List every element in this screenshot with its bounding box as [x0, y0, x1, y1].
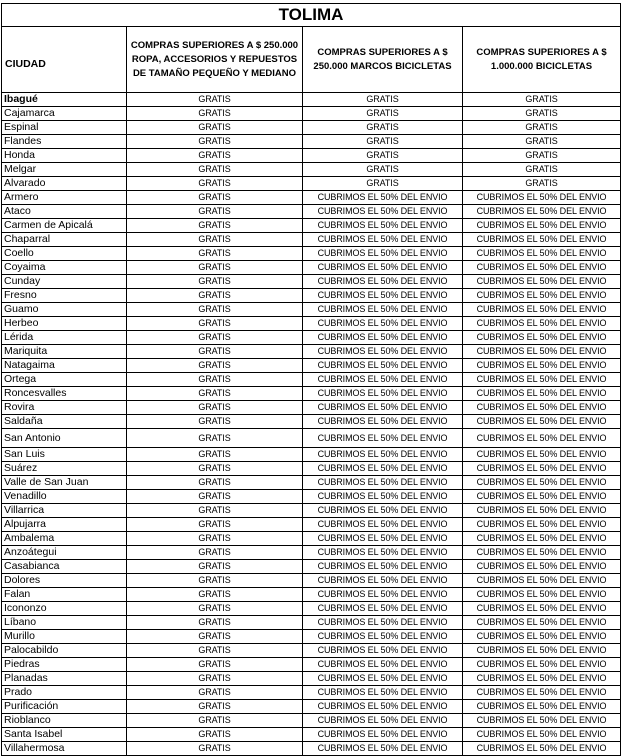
city-cell: Melgar	[2, 163, 127, 177]
city-cell: Honda	[2, 149, 127, 163]
city-cell: Cunday	[2, 275, 127, 289]
table-row	[2, 219, 621, 233]
bicycles-shipping-cell: CUBRIMOS EL 50% DEL ENVIO	[463, 303, 621, 317]
bicycle-frames-shipping-cell: CUBRIMOS EL 50% DEL ENVIO	[303, 233, 463, 247]
city-cell: Coyaima	[2, 261, 127, 275]
bicycle-frames-shipping-cell: CUBRIMOS EL 50% DEL ENVIO	[303, 686, 463, 700]
table-row	[2, 387, 621, 401]
city-cell: Roncesvalles	[2, 387, 127, 401]
bicycles-shipping-cell: GRATIS	[463, 107, 621, 121]
small-items-shipping-cell: GRATIS	[127, 247, 303, 261]
bicycle-frames-shipping-cell: CUBRIMOS EL 50% DEL ENVIO	[303, 261, 463, 275]
bicycle-frames-shipping-cell: CUBRIMOS EL 50% DEL ENVIO	[303, 317, 463, 331]
bicycles-shipping-cell: CUBRIMOS EL 50% DEL ENVIO	[463, 387, 621, 401]
city-cell: Armero	[2, 191, 127, 205]
small-items-shipping-cell: GRATIS	[127, 504, 303, 518]
city-cell: Cajamarca	[2, 107, 127, 121]
city-cell: San Antonio	[2, 429, 127, 448]
bicycles-shipping-cell: CUBRIMOS EL 50% DEL ENVIO	[463, 728, 621, 742]
small-items-shipping-cell: GRATIS	[127, 219, 303, 233]
city-cell: Saldaña	[2, 415, 127, 429]
city-cell: Purificación	[2, 700, 127, 714]
bicycle-frames-shipping-cell: CUBRIMOS EL 50% DEL ENVIO	[303, 401, 463, 415]
bicycles-shipping-cell: CUBRIMOS EL 50% DEL ENVIO	[463, 672, 621, 686]
small-items-shipping-cell: GRATIS	[127, 714, 303, 728]
city-cell: San Luis	[2, 448, 127, 462]
city-cell: Icononzo	[2, 602, 127, 616]
bicycle-frames-shipping-cell: CUBRIMOS EL 50% DEL ENVIO	[303, 373, 463, 387]
bicycle-frames-shipping-cell: GRATIS	[303, 149, 463, 163]
table-row	[2, 317, 621, 331]
city-cell: Piedras	[2, 658, 127, 672]
bicycles-shipping-cell: CUBRIMOS EL 50% DEL ENVIO	[463, 317, 621, 331]
bicycles-shipping-cell: CUBRIMOS EL 50% DEL ENVIO	[463, 345, 621, 359]
small-items-shipping-cell: GRATIS	[127, 429, 303, 448]
bicycle-frames-shipping-cell: CUBRIMOS EL 50% DEL ENVIO	[303, 462, 463, 476]
bicycle-frames-shipping-cell: CUBRIMOS EL 50% DEL ENVIO	[303, 700, 463, 714]
header-bicycle-frames: COMPRAS SUPERIORES A $ 250.000 MARCOS BICICLETAS	[303, 27, 463, 93]
small-items-shipping-cell: GRATIS	[127, 644, 303, 658]
bicycle-frames-shipping-cell: CUBRIMOS EL 50% DEL ENVIO	[303, 331, 463, 345]
bicycle-frames-shipping-cell: CUBRIMOS EL 50% DEL ENVIO	[303, 518, 463, 532]
table-row	[2, 518, 621, 532]
table-row	[2, 462, 621, 476]
small-items-shipping-cell: GRATIS	[127, 135, 303, 149]
small-items-shipping-cell: GRATIS	[127, 121, 303, 135]
bicycles-shipping-cell: CUBRIMOS EL 50% DEL ENVIO	[463, 546, 621, 560]
bicycles-shipping-cell: CUBRIMOS EL 50% DEL ENVIO	[463, 275, 621, 289]
bicycles-shipping-cell: CUBRIMOS EL 50% DEL ENVIO	[463, 429, 621, 448]
city-cell: Valle de San Juan	[2, 476, 127, 490]
city-cell: Fresno	[2, 289, 127, 303]
city-cell: Lérida	[2, 331, 127, 345]
bicycles-shipping-cell: CUBRIMOS EL 50% DEL ENVIO	[463, 448, 621, 462]
bicycles-shipping-cell: CUBRIMOS EL 50% DEL ENVIO	[463, 742, 621, 756]
small-items-shipping-cell: GRATIS	[127, 518, 303, 532]
bicycle-frames-shipping-cell: CUBRIMOS EL 50% DEL ENVIO	[303, 429, 463, 448]
bicycle-frames-shipping-cell: CUBRIMOS EL 50% DEL ENVIO	[303, 448, 463, 462]
table-row	[2, 345, 621, 359]
city-cell: Rioblanco	[2, 714, 127, 728]
small-items-shipping-cell: GRATIS	[127, 415, 303, 429]
bicycle-frames-shipping-cell: CUBRIMOS EL 50% DEL ENVIO	[303, 742, 463, 756]
table-row	[2, 714, 621, 728]
small-items-shipping-cell: GRATIS	[127, 462, 303, 476]
table-row	[2, 373, 621, 387]
table-row	[2, 401, 621, 415]
bicycles-shipping-cell: GRATIS	[463, 149, 621, 163]
header-city: CIUDAD	[2, 27, 127, 93]
bicycle-frames-shipping-cell: CUBRIMOS EL 50% DEL ENVIO	[303, 532, 463, 546]
small-items-shipping-cell: GRATIS	[127, 560, 303, 574]
city-cell: Espinal	[2, 121, 127, 135]
bicycle-frames-shipping-cell: GRATIS	[303, 177, 463, 191]
shipping-table	[1, 3, 621, 756]
bicycles-shipping-cell: CUBRIMOS EL 50% DEL ENVIO	[463, 476, 621, 490]
bicycle-frames-shipping-cell: CUBRIMOS EL 50% DEL ENVIO	[303, 205, 463, 219]
bicycles-shipping-cell: CUBRIMOS EL 50% DEL ENVIO	[463, 574, 621, 588]
bicycle-frames-shipping-cell: GRATIS	[303, 163, 463, 177]
bicycles-shipping-cell: CUBRIMOS EL 50% DEL ENVIO	[463, 205, 621, 219]
bicycles-shipping-cell: CUBRIMOS EL 50% DEL ENVIO	[463, 359, 621, 373]
bicycle-frames-shipping-cell: CUBRIMOS EL 50% DEL ENVIO	[303, 387, 463, 401]
city-cell: Mariquita	[2, 345, 127, 359]
city-cell: Ibagué	[2, 93, 127, 107]
table-row	[2, 686, 621, 700]
bicycle-frames-shipping-cell: CUBRIMOS EL 50% DEL ENVIO	[303, 714, 463, 728]
city-cell: Ortega	[2, 373, 127, 387]
bicycles-shipping-cell: CUBRIMOS EL 50% DEL ENVIO	[463, 233, 621, 247]
bicycles-shipping-cell: CUBRIMOS EL 50% DEL ENVIO	[463, 644, 621, 658]
small-items-shipping-cell: GRATIS	[127, 359, 303, 373]
small-items-shipping-cell: GRATIS	[127, 588, 303, 602]
table-row	[2, 205, 621, 219]
bicycle-frames-shipping-cell: CUBRIMOS EL 50% DEL ENVIO	[303, 630, 463, 644]
title-row	[2, 4, 621, 27]
bicycles-shipping-cell: CUBRIMOS EL 50% DEL ENVIO	[463, 191, 621, 205]
header-bicycles: COMPRAS SUPERIORES A $ 1.000.000 BICICLETAS	[463, 27, 621, 93]
table-row	[2, 546, 621, 560]
table-row	[2, 588, 621, 602]
table-row	[2, 560, 621, 574]
table-row	[2, 630, 621, 644]
city-cell: Prado	[2, 686, 127, 700]
bicycle-frames-shipping-cell: CUBRIMOS EL 50% DEL ENVIO	[303, 616, 463, 630]
small-items-shipping-cell: GRATIS	[127, 93, 303, 107]
small-items-shipping-cell: GRATIS	[127, 448, 303, 462]
city-cell: Natagaima	[2, 359, 127, 373]
small-items-shipping-cell: GRATIS	[127, 728, 303, 742]
bicycle-frames-shipping-cell: CUBRIMOS EL 50% DEL ENVIO	[303, 191, 463, 205]
table-row	[2, 289, 621, 303]
bicycles-shipping-cell: CUBRIMOS EL 50% DEL ENVIO	[463, 504, 621, 518]
small-items-shipping-cell: GRATIS	[127, 490, 303, 504]
bicycles-shipping-cell: CUBRIMOS EL 50% DEL ENVIO	[463, 518, 621, 532]
bicycle-frames-shipping-cell: CUBRIMOS EL 50% DEL ENVIO	[303, 672, 463, 686]
bicycles-shipping-cell: GRATIS	[463, 177, 621, 191]
small-items-shipping-cell: GRATIS	[127, 630, 303, 644]
bicycles-shipping-cell: CUBRIMOS EL 50% DEL ENVIO	[463, 373, 621, 387]
bicycles-shipping-cell: CUBRIMOS EL 50% DEL ENVIO	[463, 602, 621, 616]
city-cell: Suárez	[2, 462, 127, 476]
table-row	[2, 504, 621, 518]
small-items-shipping-cell: GRATIS	[127, 686, 303, 700]
small-items-shipping-cell: GRATIS	[127, 107, 303, 121]
bicycles-shipping-cell: CUBRIMOS EL 50% DEL ENVIO	[463, 532, 621, 546]
table-row	[2, 247, 621, 261]
city-cell: Venadillo	[2, 490, 127, 504]
table-row	[2, 121, 621, 135]
small-items-shipping-cell: GRATIS	[127, 331, 303, 345]
bicycles-shipping-cell: GRATIS	[463, 121, 621, 135]
bicycle-frames-shipping-cell: GRATIS	[303, 107, 463, 121]
small-items-shipping-cell: GRATIS	[127, 289, 303, 303]
bicycles-shipping-cell: CUBRIMOS EL 50% DEL ENVIO	[463, 289, 621, 303]
small-items-shipping-cell: GRATIS	[127, 373, 303, 387]
table-row	[2, 616, 621, 630]
small-items-shipping-cell: GRATIS	[127, 191, 303, 205]
bicycles-shipping-cell: CUBRIMOS EL 50% DEL ENVIO	[463, 616, 621, 630]
table-row	[2, 672, 621, 686]
bicycles-shipping-cell: GRATIS	[463, 93, 621, 107]
small-items-shipping-cell: GRATIS	[127, 476, 303, 490]
bicycles-shipping-cell: CUBRIMOS EL 50% DEL ENVIO	[463, 686, 621, 700]
bicycle-frames-shipping-cell: CUBRIMOS EL 50% DEL ENVIO	[303, 303, 463, 317]
table-row	[2, 490, 621, 504]
bicycles-shipping-cell: CUBRIMOS EL 50% DEL ENVIO	[463, 700, 621, 714]
small-items-shipping-cell: GRATIS	[127, 261, 303, 275]
small-items-shipping-cell: GRATIS	[127, 616, 303, 630]
bicycles-shipping-cell: CUBRIMOS EL 50% DEL ENVIO	[463, 560, 621, 574]
small-items-shipping-cell: GRATIS	[127, 317, 303, 331]
city-cell: Ambalema	[2, 532, 127, 546]
bicycles-shipping-cell: CUBRIMOS EL 50% DEL ENVIO	[463, 401, 621, 415]
small-items-shipping-cell: GRATIS	[127, 233, 303, 247]
city-cell: Villarrica	[2, 504, 127, 518]
small-items-shipping-cell: GRATIS	[127, 742, 303, 756]
table-row	[2, 303, 621, 317]
table-title: TOLIMA	[2, 4, 621, 27]
table-row	[2, 233, 621, 247]
bicycles-shipping-cell: CUBRIMOS EL 50% DEL ENVIO	[463, 261, 621, 275]
small-items-shipping-cell: GRATIS	[127, 401, 303, 415]
small-items-shipping-cell: GRATIS	[127, 700, 303, 714]
table-row	[2, 331, 621, 345]
bicycles-shipping-cell: CUBRIMOS EL 50% DEL ENVIO	[463, 219, 621, 233]
city-cell: Santa Isabel	[2, 728, 127, 742]
table-row	[2, 415, 621, 429]
bicycle-frames-shipping-cell: CUBRIMOS EL 50% DEL ENVIO	[303, 247, 463, 261]
city-cell: Falan	[2, 588, 127, 602]
table-row	[2, 93, 621, 107]
table-row	[2, 658, 621, 672]
table-row	[2, 742, 621, 756]
bicycle-frames-shipping-cell: CUBRIMOS EL 50% DEL ENVIO	[303, 359, 463, 373]
small-items-shipping-cell: GRATIS	[127, 205, 303, 219]
city-cell: Casabianca	[2, 560, 127, 574]
bicycles-shipping-cell: CUBRIMOS EL 50% DEL ENVIO	[463, 247, 621, 261]
city-cell: Guamo	[2, 303, 127, 317]
table-row	[2, 700, 621, 714]
bicycle-frames-shipping-cell: CUBRIMOS EL 50% DEL ENVIO	[303, 588, 463, 602]
bicycle-frames-shipping-cell: CUBRIMOS EL 50% DEL ENVIO	[303, 602, 463, 616]
small-items-shipping-cell: GRATIS	[127, 163, 303, 177]
table-row	[2, 532, 621, 546]
city-cell: Rovira	[2, 401, 127, 415]
table-row	[2, 574, 621, 588]
city-cell: Palocabildo	[2, 644, 127, 658]
table-row	[2, 177, 621, 191]
table-row	[2, 163, 621, 177]
table-row	[2, 135, 621, 149]
small-items-shipping-cell: GRATIS	[127, 602, 303, 616]
city-cell: Planadas	[2, 672, 127, 686]
bicycles-shipping-cell: CUBRIMOS EL 50% DEL ENVIO	[463, 658, 621, 672]
bicycle-frames-shipping-cell: CUBRIMOS EL 50% DEL ENVIO	[303, 345, 463, 359]
small-items-shipping-cell: GRATIS	[127, 532, 303, 546]
header-row	[2, 27, 621, 93]
city-cell: Villahermosa	[2, 742, 127, 756]
bicycle-frames-shipping-cell: CUBRIMOS EL 50% DEL ENVIO	[303, 644, 463, 658]
table-row	[2, 602, 621, 616]
city-cell: Coello	[2, 247, 127, 261]
bicycle-frames-shipping-cell: CUBRIMOS EL 50% DEL ENVIO	[303, 728, 463, 742]
city-cell: Herbeo	[2, 317, 127, 331]
small-items-shipping-cell: GRATIS	[127, 546, 303, 560]
bicycle-frames-shipping-cell: CUBRIMOS EL 50% DEL ENVIO	[303, 574, 463, 588]
table-row	[2, 275, 621, 289]
bicycle-frames-shipping-cell: CUBRIMOS EL 50% DEL ENVIO	[303, 415, 463, 429]
small-items-shipping-cell: GRATIS	[127, 672, 303, 686]
bicycle-frames-shipping-cell: CUBRIMOS EL 50% DEL ENVIO	[303, 476, 463, 490]
small-items-shipping-cell: GRATIS	[127, 177, 303, 191]
bicycle-frames-shipping-cell: CUBRIMOS EL 50% DEL ENVIO	[303, 546, 463, 560]
bicycles-shipping-cell: CUBRIMOS EL 50% DEL ENVIO	[463, 714, 621, 728]
table-row	[2, 476, 621, 490]
table-row	[2, 261, 621, 275]
city-cell: Anzoátegui	[2, 546, 127, 560]
city-cell: Carmen de Apicalá	[2, 219, 127, 233]
table-row	[2, 149, 621, 163]
table-body	[2, 93, 621, 756]
bicycle-frames-shipping-cell: CUBRIMOS EL 50% DEL ENVIO	[303, 658, 463, 672]
table-row	[2, 359, 621, 373]
city-cell: Dolores	[2, 574, 127, 588]
small-items-shipping-cell: GRATIS	[127, 387, 303, 401]
bicycle-frames-shipping-cell: CUBRIMOS EL 50% DEL ENVIO	[303, 219, 463, 233]
bicycles-shipping-cell: CUBRIMOS EL 50% DEL ENVIO	[463, 490, 621, 504]
bicycles-shipping-cell: GRATIS	[463, 135, 621, 149]
city-cell: Murillo	[2, 630, 127, 644]
table-row	[2, 448, 621, 462]
bicycles-shipping-cell: CUBRIMOS EL 50% DEL ENVIO	[463, 462, 621, 476]
city-cell: Alvarado	[2, 177, 127, 191]
city-cell: Ataco	[2, 205, 127, 219]
small-items-shipping-cell: GRATIS	[127, 574, 303, 588]
bicycle-frames-shipping-cell: CUBRIMOS EL 50% DEL ENVIO	[303, 490, 463, 504]
small-items-shipping-cell: GRATIS	[127, 303, 303, 317]
small-items-shipping-cell: GRATIS	[127, 345, 303, 359]
city-cell: Alpujarra	[2, 518, 127, 532]
bicycle-frames-shipping-cell: CUBRIMOS EL 50% DEL ENVIO	[303, 289, 463, 303]
city-cell: Flandes	[2, 135, 127, 149]
header-small-items: COMPRAS SUPERIORES A $ 250.000 ROPA, ACCESORIOS Y REPUESTOS DE TAMAÑO PEQUEÑO Y MEDIANO	[127, 27, 303, 93]
bicycles-shipping-cell: CUBRIMOS EL 50% DEL ENVIO	[463, 331, 621, 345]
table-row	[2, 429, 621, 448]
bicycle-frames-shipping-cell: CUBRIMOS EL 50% DEL ENVIO	[303, 560, 463, 574]
bicycles-shipping-cell: CUBRIMOS EL 50% DEL ENVIO	[463, 630, 621, 644]
table-row	[2, 644, 621, 658]
table-row	[2, 107, 621, 121]
bicycle-frames-shipping-cell: GRATIS	[303, 135, 463, 149]
city-cell: Líbano	[2, 616, 127, 630]
table-row	[2, 191, 621, 205]
bicycles-shipping-cell: CUBRIMOS EL 50% DEL ENVIO	[463, 588, 621, 602]
small-items-shipping-cell: GRATIS	[127, 658, 303, 672]
city-cell: Chaparral	[2, 233, 127, 247]
bicycles-shipping-cell: CUBRIMOS EL 50% DEL ENVIO	[463, 415, 621, 429]
bicycle-frames-shipping-cell: GRATIS	[303, 121, 463, 135]
small-items-shipping-cell: GRATIS	[127, 149, 303, 163]
small-items-shipping-cell: GRATIS	[127, 275, 303, 289]
bicycle-frames-shipping-cell: CUBRIMOS EL 50% DEL ENVIO	[303, 504, 463, 518]
bicycle-frames-shipping-cell: CUBRIMOS EL 50% DEL ENVIO	[303, 275, 463, 289]
bicycles-shipping-cell: GRATIS	[463, 163, 621, 177]
table-row	[2, 728, 621, 742]
bicycle-frames-shipping-cell: GRATIS	[303, 93, 463, 107]
